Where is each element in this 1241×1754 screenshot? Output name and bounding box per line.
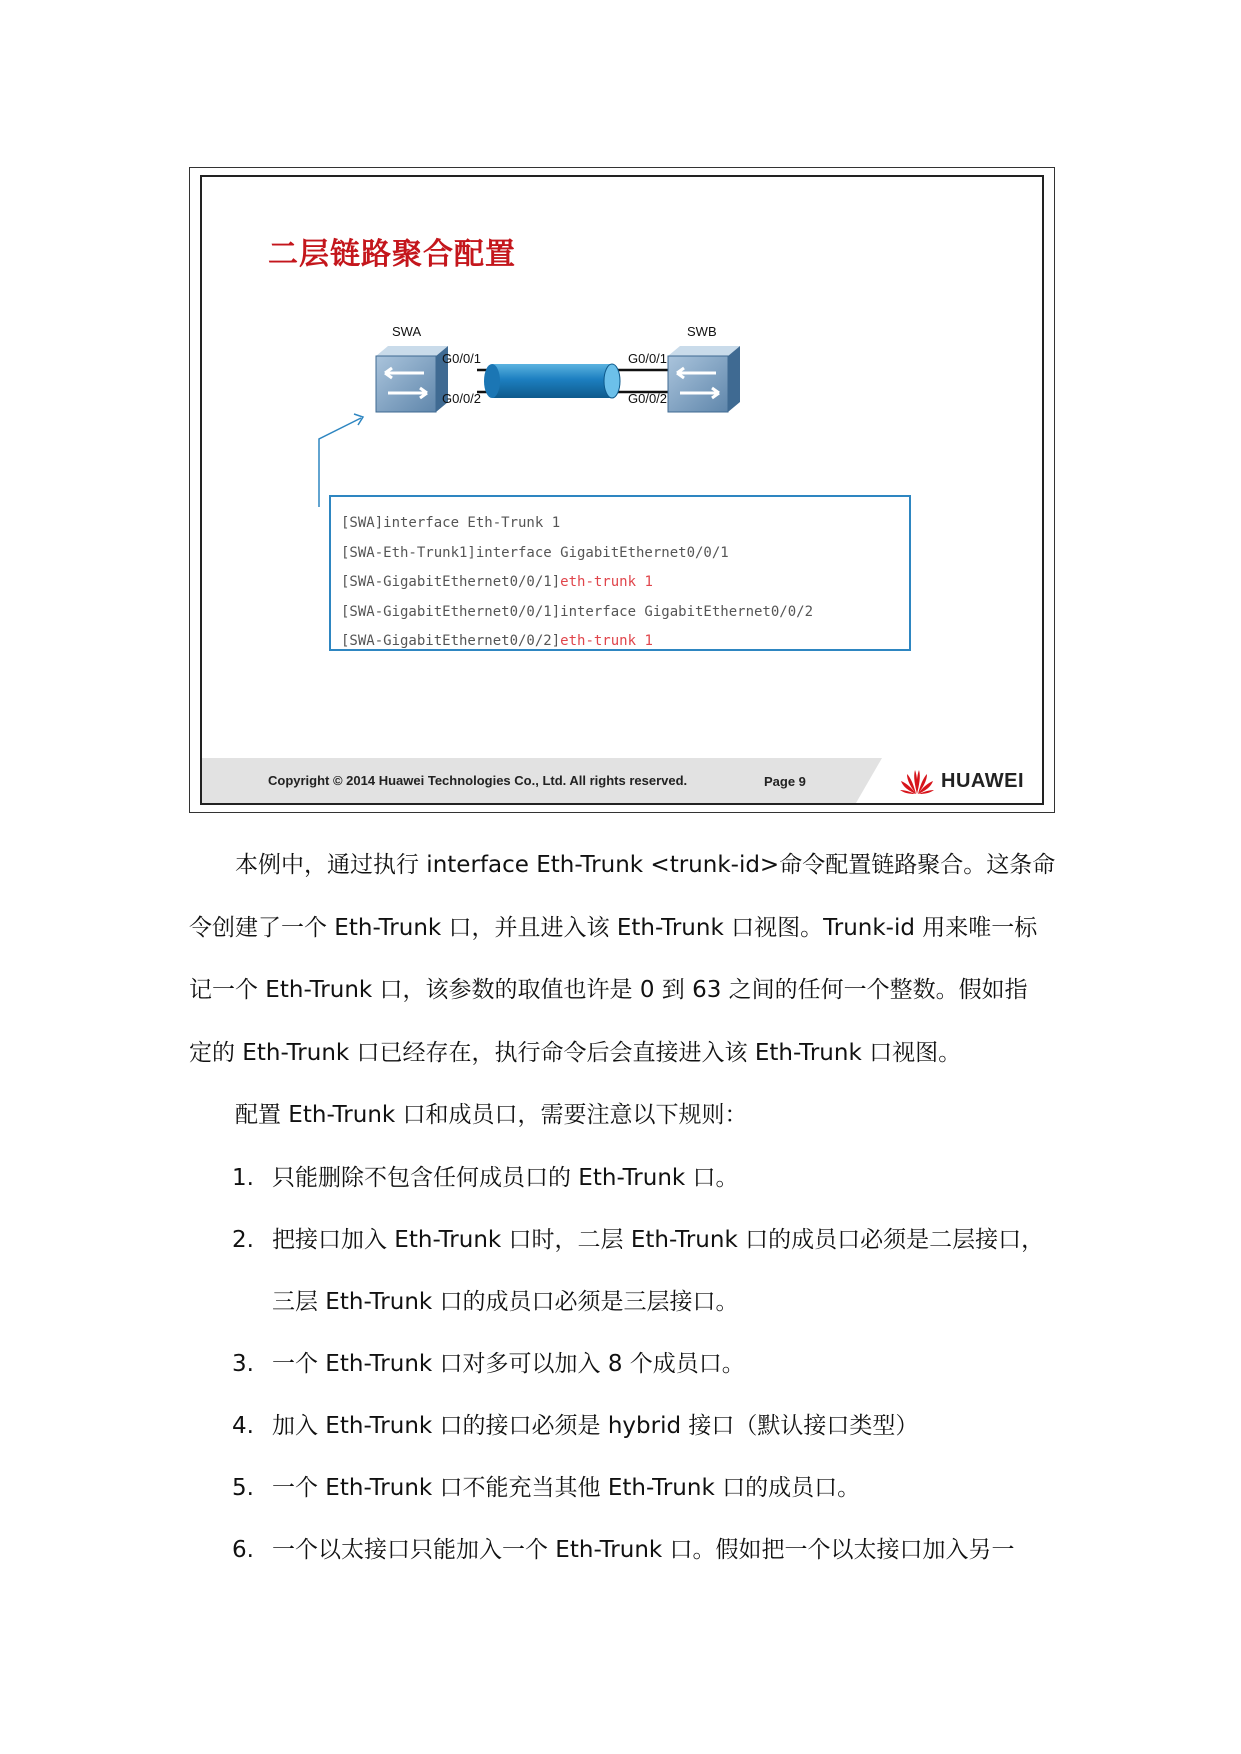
callout-arrow: [319, 414, 363, 507]
rule-item: 3. 一个 Eth-Trunk 口对多可以加入 8 个成员口。: [232, 1351, 745, 1377]
slide-title: 二层链路聚合配置: [268, 237, 516, 272]
cli-line: [SWA-GigabitEthernet0/0/1]eth-trunk 1: [341, 574, 653, 590]
cli-line: [SWA-GigabitEthernet0/0/2]eth-trunk 1: [341, 633, 653, 649]
rule-item: 6. 一个以太接口只能加入一个 Eth-Trunk 口。假如把一个以太接口加入另一: [232, 1537, 1015, 1563]
paragraph-intro: [189, 834, 1059, 1084]
slide: [200, 175, 1044, 805]
cli-code-box: [329, 495, 911, 651]
page-number: Page 9: [764, 774, 806, 789]
text-line: 记一个 Eth-Trunk 口，该参数的取值也许是 0 到 63 之间的任何一个整数。假如指: [189, 977, 1028, 1003]
switch-b-icon: [668, 346, 740, 412]
port-a1-label: G0/0/1: [442, 351, 482, 366]
text-line: 令创建了一个 Eth-Trunk 口，并且进入该 Eth-Trunk 口视图。Trunk-id 用来唯一标: [189, 914, 1038, 941]
text-line: 定的 Eth-Trunk 口已经存在，执行命令后会直接进入该 Eth-Trunk 口视图。: [189, 1039, 962, 1066]
switch-a-label: SWA: [392, 324, 422, 339]
switch-b-label: SWB: [687, 324, 717, 339]
switch-a-icon: [376, 346, 448, 412]
rule-item: 2. 把接口加入 Eth-Trunk 口时，二层 Eth-Trunk 口的成员口必须是二层接口，: [232, 1227, 1045, 1253]
cli-line: [SWA-Eth-Trunk1]interface GigabitEthernet0/0/1: [341, 544, 729, 561]
topology-diagram: [202, 177, 1042, 507]
eth-trunk-bundle: [484, 364, 620, 398]
port-a2-label: G0/0/2: [442, 391, 482, 406]
huawei-logo: [899, 766, 1024, 796]
rule-item: 4. 加入 Eth-Trunk 口的接口必须是 hybrid 接口（默认接口类型）: [232, 1413, 919, 1439]
text-line: 本例中，通过执行 interface Eth-Trunk <trunk-id>命令配置链路聚合。这条命: [235, 852, 1056, 878]
cli-line: [SWA-GigabitEthernet0/0/1]interface GigabitEthernet0/0/2: [341, 603, 814, 620]
rule-item: 5. 一个 Eth-Trunk 口不能充当其他 Eth-Trunk 口的成员口。: [232, 1475, 861, 1501]
cli-highlight: eth-trunk 1: [560, 633, 653, 649]
slide-footer: [202, 758, 1042, 803]
rule-item: 1. 只能删除不包含任何成员口的 Eth-Trunk 口。: [232, 1165, 739, 1191]
huawei-flower-icon: [899, 767, 935, 795]
port-b2-label: G0/0/2: [628, 391, 668, 406]
rule-item-continued: 三层 Eth-Trunk 口的成员口必须是三层接口。: [272, 1289, 739, 1315]
copyright-text: Copyright © 2014 Huawei Technologies Co., Ltd. All rights reserved.: [268, 773, 688, 788]
slide-frame: [189, 167, 1055, 813]
cli-line: [SWA]interface Eth-Trunk 1: [341, 515, 561, 531]
paragraph-rules-intro: 配置 Eth-Trunk 口和成员口，需要注意以下规则：: [235, 1102, 748, 1128]
brand-name: HUAWEI: [941, 769, 1024, 792]
port-b1-label: G0/0/1: [628, 351, 668, 366]
cli-highlight: eth-trunk 1: [560, 574, 653, 590]
